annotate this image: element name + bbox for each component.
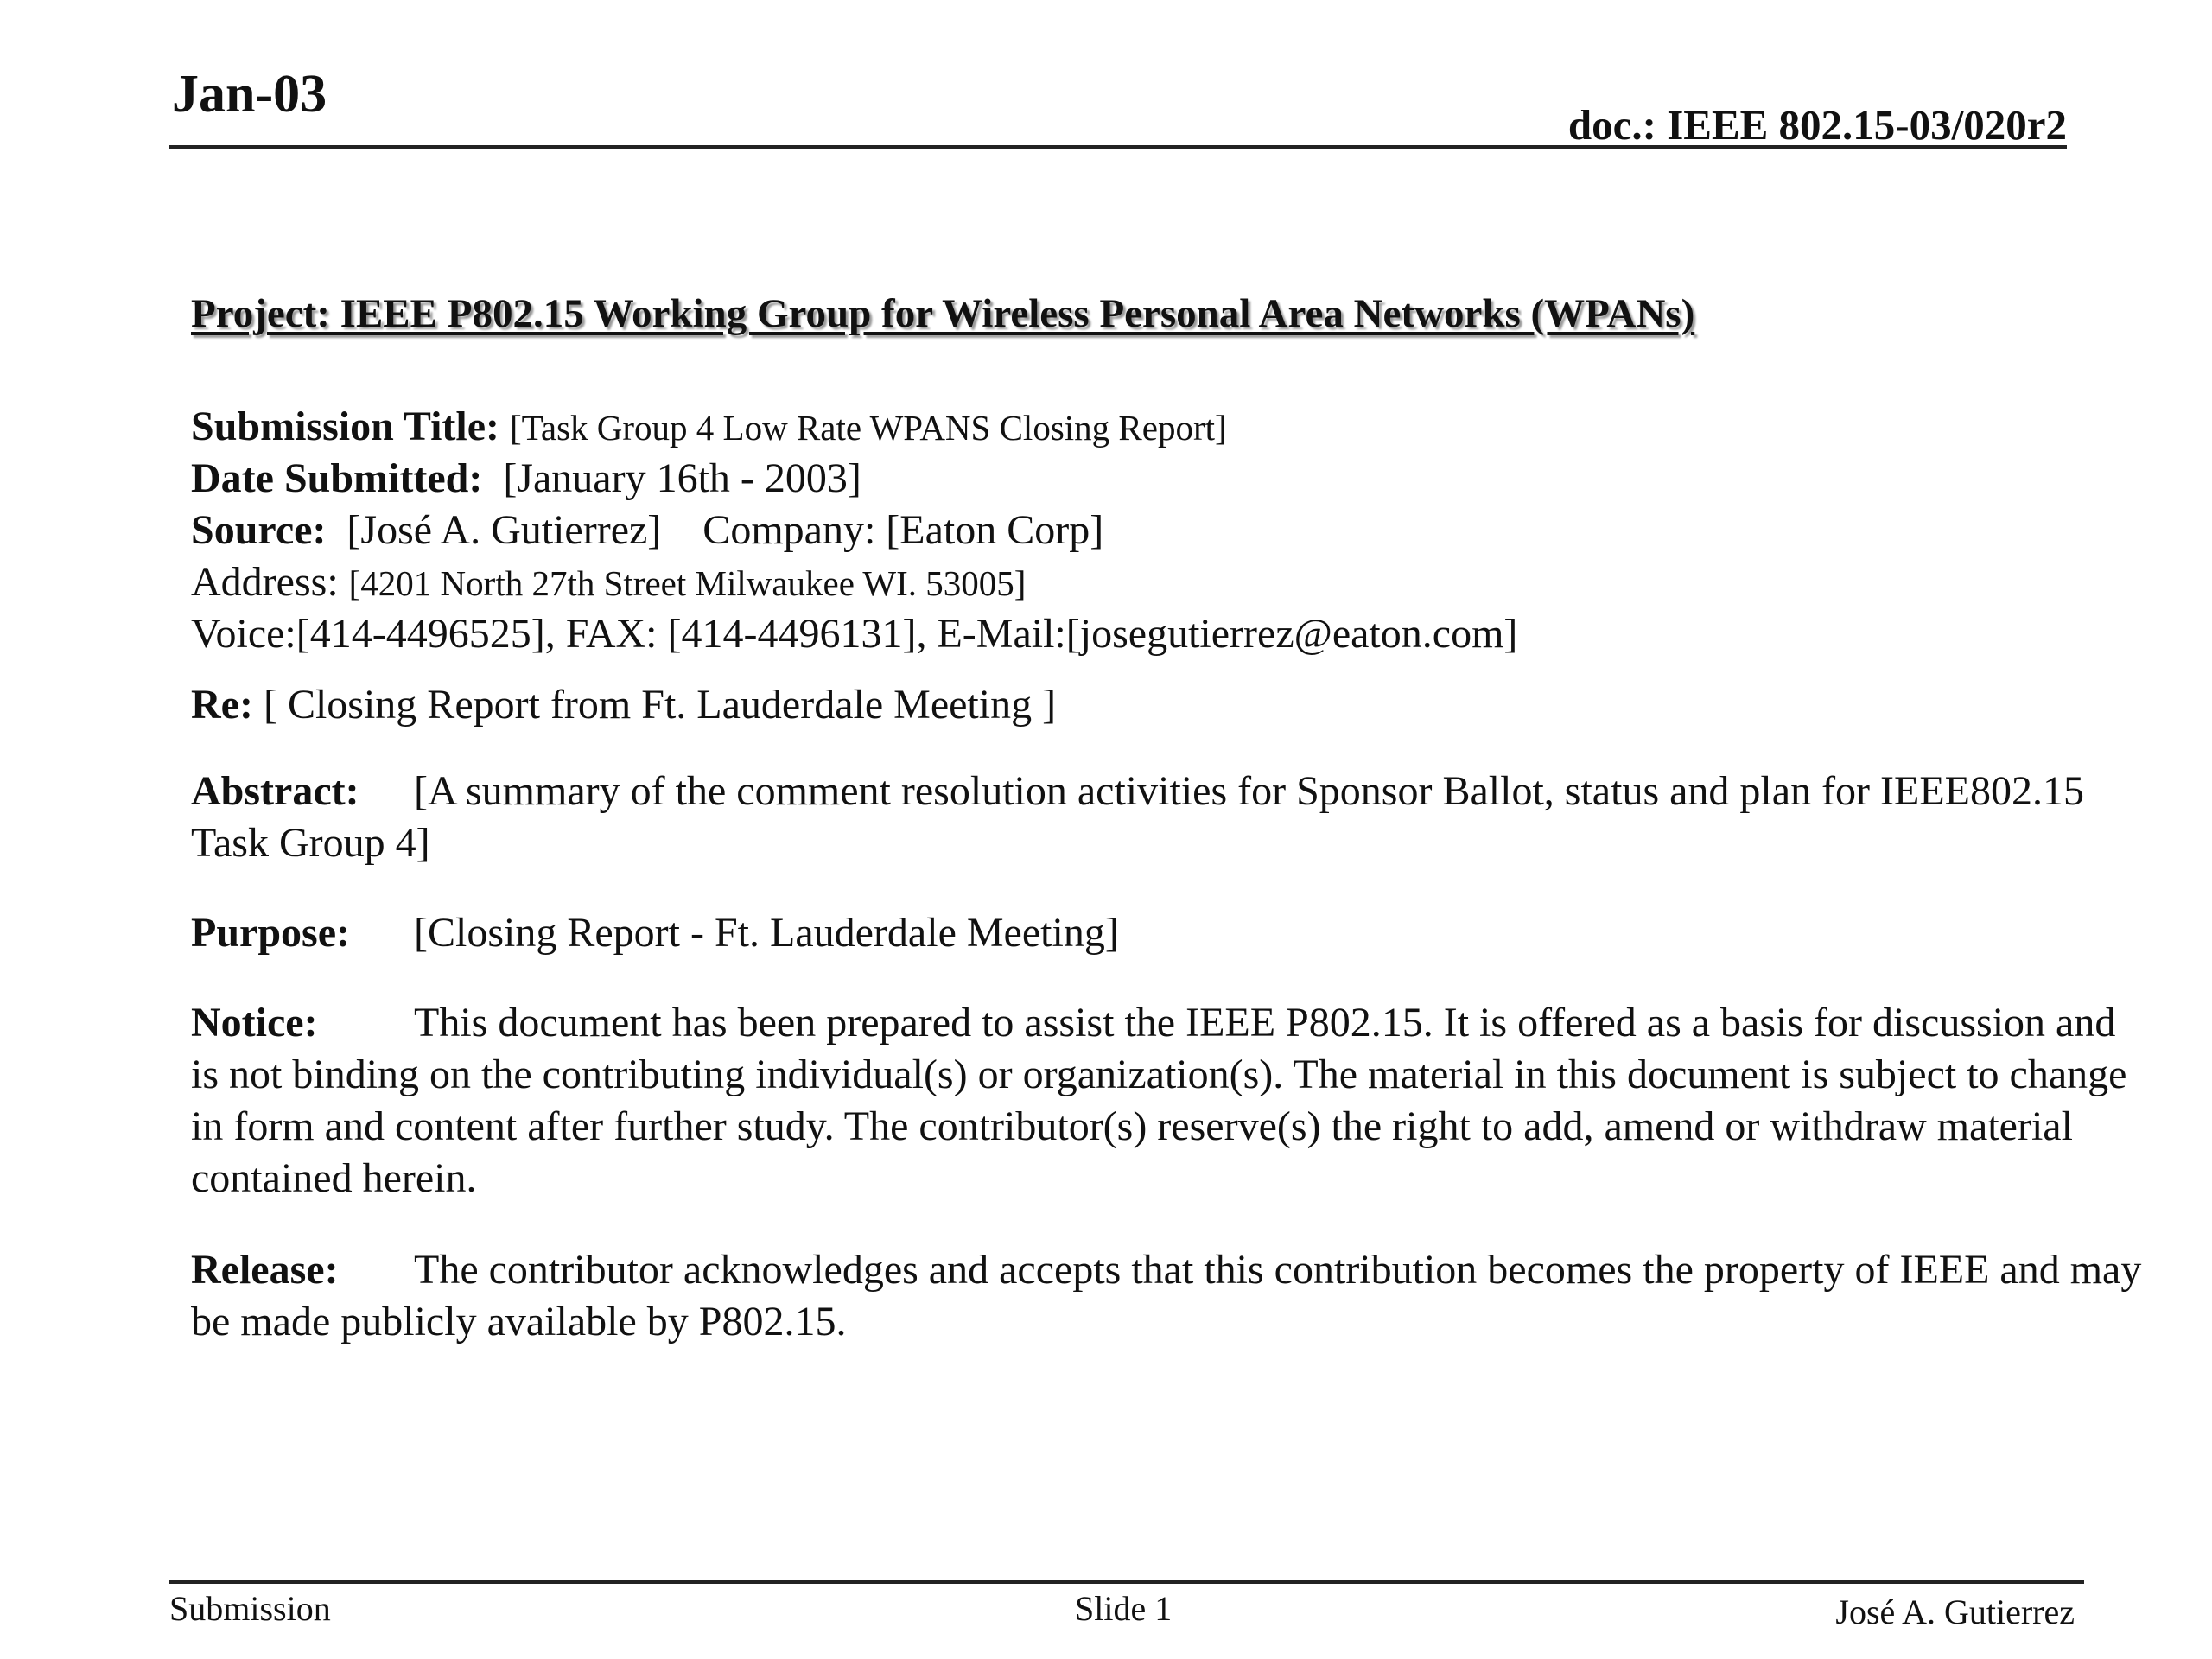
header-date: Jan-03	[172, 65, 327, 124]
abstract-paragraph	[191, 766, 2144, 869]
abstract-value: [A summary of the comment resolution activities for Sponsor Ballot, status and plan for IEEE802.15 Task Group 4]	[191, 768, 2084, 866]
source-line	[191, 507, 1104, 553]
submission-title-line	[191, 406, 1227, 448]
date-submitted-value: [January 16th - 2003]	[503, 455, 861, 501]
release-value: The contributor acknowledges and accepts that this contribution becomes the property of IEEE and may be made publicly available by P802.15.	[191, 1247, 2142, 1344]
release-paragraph	[191, 1244, 2144, 1348]
re-value: [ Closing Report from Ft. Lauderdale Meeting ]	[263, 682, 1057, 728]
project-title: Project: IEEE P802.15 Working Group for Wireless Personal Area Networks (WPANs)	[191, 291, 1695, 336]
source-label: Source:	[191, 507, 327, 553]
address-line	[191, 559, 1027, 605]
address-value: [4201 North 27th Street Milwaukee WI. 53005]	[348, 563, 1027, 603]
re-label: Re:	[191, 682, 253, 728]
contact-line: Voice:[414-4496525], FAX: [414-4496131], E-Mail:[josegutierrez@eaton.com]	[191, 611, 1518, 657]
purpose-label: Purpose:	[191, 910, 350, 956]
re-line	[191, 684, 1056, 726]
source-value: [José A. Gutierrez]	[346, 507, 662, 553]
purpose-paragraph	[191, 907, 2144, 959]
company-label: Company:	[702, 507, 876, 553]
date-submitted-line	[191, 455, 861, 501]
date-submitted-label: Date Submitted:	[191, 455, 483, 501]
purpose-value: [Closing Report - Ft. Lauderdale Meeting]	[414, 910, 1119, 956]
release-label: Release:	[191, 1247, 339, 1293]
header-divider	[169, 145, 2067, 149]
address-label: Address:	[191, 559, 339, 605]
submission-title-value: [Task Group 4 Low Rate WPANS Closing Report]	[510, 408, 1227, 448]
submission-title-label: Submission Title:	[191, 404, 500, 449]
header-doc-id: doc.: IEEE 802.15-03/020r2	[1567, 101, 2067, 149]
footer-author: José A. Gutierrez	[1835, 1592, 2075, 1631]
notice-paragraph	[191, 997, 2144, 1205]
notice-label: Notice:	[191, 1000, 318, 1046]
footer-divider	[169, 1580, 2084, 1584]
footer-slide-number: Slide 1	[1075, 1589, 1173, 1628]
abstract-label: Abstract:	[191, 768, 359, 814]
notice-value: This document has been prepared to assist the IEEE P802.15. It is offered as a basis for discussion and is not binding on the contributing individual(s) or organization(s). The material in this document is subject to change in form and content after further study. The contributor(s) reserve(s) the right to add, amend or withdraw material contained herein.	[191, 1000, 2127, 1201]
company-value: [Eaton Corp]	[886, 507, 1104, 553]
footer-submission: Submission	[169, 1589, 331, 1628]
